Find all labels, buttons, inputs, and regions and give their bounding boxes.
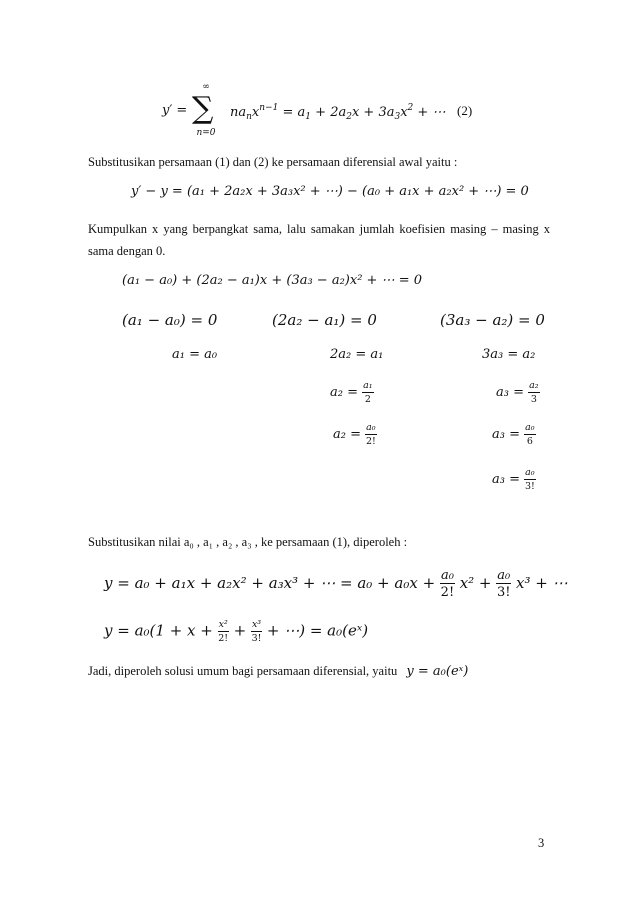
conclusion-equation: y = a₀(eˣ) — [406, 664, 469, 679]
eq-series: y = a₀ + a₁x + a₂x² + a₃x³ + ⋯ = a₀ + a₀x + $\frac{\text{a₀}}{2!}$ x² + $\frac{\text{a₀}}{3!}$ x³ + ⋯ — [104, 568, 568, 600]
col3-result: 3a₃ = a₂ — [482, 347, 536, 362]
conclusion-text: Jadi, diperoleh solusi umum bagi persamaan diferensial, yaitu — [88, 664, 398, 678]
col3-fraction-1: a₃ = $\frac{\text{a₂}}{3}$ — [496, 380, 539, 405]
col1-result: a₁ = a₀ — [172, 347, 218, 362]
sigma-lower-limit: n=0 — [196, 128, 216, 138]
col2-fraction-2: a₂ = $\frac{\text{a₀}}{2!}$ — [333, 422, 376, 447]
col3-fraction-3: a₃ = $\frac{\text{a₀}}{3!}$ — [492, 467, 535, 492]
eq2-body: $na_nx^{n-1} = a_1 + 2a_2x + 3a_3x^2$ + ⋯ — [230, 103, 446, 122]
col1-equation: (a₁ − a₀) = 0 — [122, 311, 218, 329]
eq2-label: (2) — [457, 103, 473, 118]
paragraph-substitute-values: Substitusikan nilai a₀ , a₁ , a₂ , a₃ , ke persamaan (1), diperoleh : — [88, 535, 408, 549]
eq-collected: (a₁ − a₀) + (2a₂ − a₁)x + (3a₃ − a₂)x² + ⋯ = 0 — [122, 273, 422, 288]
sigma-upper-limit: ∞ — [202, 82, 210, 92]
paragraph-collect-terms: Kumpulkan x yang berpangkat sama, lalu samakan jumlah koefisien masing – masing x sama dengan 0. — [88, 222, 550, 258]
paragraph-conclusion — [88, 664, 468, 679]
col2-result: 2a₂ = a₁ — [330, 347, 384, 362]
col3-equation: (3a₃ − a₂) = 0 — [440, 311, 545, 329]
eq-substitution: y′ − y = (a₁ + 2a₂x + 3a₃x² + ⋯) − (a₀ + a₁x + a₂x² + ⋯) = 0 — [131, 184, 529, 199]
eq-exponential: y = a₀(1 + x + $\frac{\text{x²}}{2!}$ + $\frac{\text{x³}}{3!}$ + ⋯) = a₀(eˣ) — [104, 619, 369, 644]
page-number: 3 — [538, 836, 545, 850]
col2-equation: (2a₂ − a₁) = 0 — [272, 311, 377, 329]
eq2-lhs: y′ = — [162, 103, 188, 118]
col3-fraction-2: a₃ = $\frac{\text{a₀}}{6}$ — [492, 422, 535, 447]
col2-fraction-1: a₂ = $\frac{\text{a₁}}{2}$ — [330, 380, 373, 405]
paragraph-substitution-intro: Substitusikan persamaan (1) dan (2) ke persamaan diferensial awal yaitu : — [88, 155, 458, 169]
sigma-symbol: ∑ — [192, 91, 214, 126]
